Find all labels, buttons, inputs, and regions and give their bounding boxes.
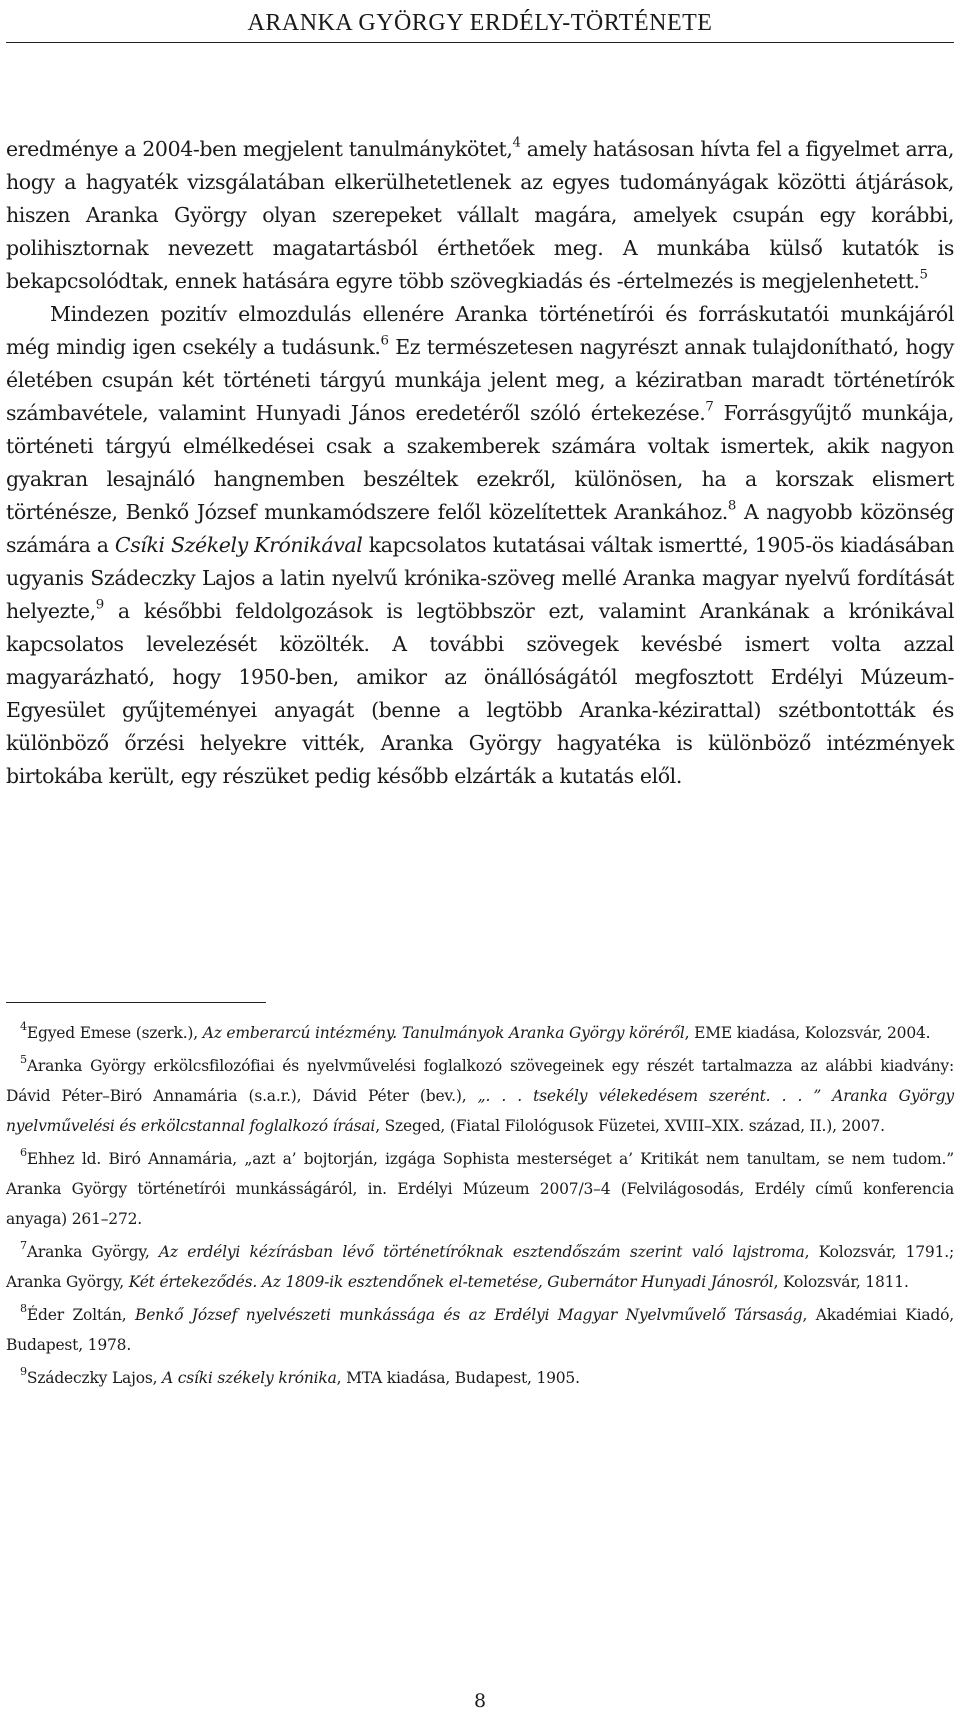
page-number: 8 [473, 1690, 487, 1712]
footnote-title: „. . . tsekély vélekedésem szerént. . . ” Aranka György nyelvművelési és erkölcstannal foglalkozó írásai [6, 1087, 954, 1135]
paragraph-2-text-e: kapcsolatos kutatásai váltak ismertté, 1905-ös kiadásában ugyanis Szádeczky Lajos a latin nyelvű krónika-szöveg mellé Aranka magyar nyelvű fordítását helyezte, [6, 533, 954, 623]
footnote-text: , EME kiadása, Kolozsvár, 2004. [684, 1024, 931, 1042]
footnote-text: Éder Zoltán, [26, 1306, 136, 1324]
footnote-text: , Kolozsvár, 1791.; Aranka György, [6, 1243, 954, 1291]
footnote-number: 7 [20, 1239, 27, 1253]
paragraph-2-book-title: Csíki Székely Krónikával [114, 533, 363, 557]
footnote-text: Aranka György, [26, 1243, 159, 1261]
footnote-number: 8 [20, 1302, 27, 1316]
footnote-8 [6, 1300, 954, 1360]
footnote-text: , Kolozsvár, 1811. [773, 1273, 909, 1291]
footnote-number: 9 [20, 1365, 27, 1379]
paragraph-1-text-b: amely hatásosan hívta fel a figyelmet arra, hogy a hagyaték vizsgálatában elkerülhetetlenek az egyes tudományágak közötti átjárások, hiszen Aranka György olyan szerepeket vállalt magára, amelyek csupán egy korábbi, polihisztornak nevezett magatartásból érthetőek meg. A munkába külső kutatók is bekapcsolódtak, ennek hatására egyre több szövegkiadás és -értelmezés is megjelenhetett. [6, 137, 955, 293]
footnote-ref-5[interactable]: 5 [919, 267, 928, 283]
footnote-7 [6, 1237, 954, 1297]
paragraph-2-text-f: a későbbi feldolgozások is legtöbbször ezt, valamint Arankának a krónikával kapcsolatos levelezését közölték. A további szövegek kevésbé ismert volta azzal magyarázható, hogy 1950-ben, amikor az önállóságától megfosztott Erdélyi Múzeum-Egyesület gyűjteményei anyagát (benne a legtöbb Aranka-kézirattal) szétbontották és különböző őrzési helyekre vitték, Aranka György hagyatéka is különböző intézmények birtokába került, egy részüket pedig később elzárták a kutatás elől. [6, 599, 954, 788]
footnote-text: , Akadémiai Kiadó, Budapest, 1978. [6, 1306, 954, 1354]
footnote-ref-7[interactable]: 7 [705, 399, 714, 415]
footnote-ref-9[interactable]: 9 [95, 597, 104, 613]
footnote-title-2: Két értekeződés. Az 1809-ik esztendőnek el-temetése, Gubernátor Hunyadi Jánosról [128, 1273, 774, 1291]
footnote-9 [6, 1363, 954, 1393]
footnote-4 [6, 1018, 954, 1048]
footnote-text: , MTA kiadása, Budapest, 1905. [336, 1369, 580, 1387]
footnote-title: Az erdélyi kézírásban lévő történetíróknak esztendőszám szerint való lajstroma [158, 1243, 805, 1261]
paragraph-1 [6, 133, 954, 298]
footnote-ref-6[interactable]: 6 [380, 333, 389, 349]
footnote-ref-4[interactable]: 4 [512, 135, 521, 151]
footnote-text: , Szeged, (Fiatal Filológusok Füzetei, XVIII–XIX. század, II.), 2007. [375, 1117, 885, 1135]
footnote-number: 4 [20, 1020, 27, 1034]
footnote-text: Egyed Emese (szerk.), [26, 1024, 203, 1042]
paragraph-1-text-a: eredménye a 2004-ben megjelent tanulmánykötet, [6, 137, 513, 161]
paragraph-2 [6, 298, 954, 793]
footnote-number: 5 [20, 1053, 27, 1067]
main-text [6, 133, 954, 793]
running-header-title: ARANKA GYÖRGY ERDÉLY-TÖRTÉNETE [247, 10, 713, 36]
footnote-divider [6, 1002, 266, 1003]
footnote-number: 6 [20, 1146, 27, 1160]
footnote-text: Ehhez ld. Biró Annamária, „azt a’ bojtorján, izgága Sophista mesterséget a’ Kritikát nem tanultam, se nem tudom.” Aranka György történetírói munkásságáról, in. Erdélyi Múzeum 2007/3–4 (Felvilágosodás, Erdély című konferencia anyaga) 261–272. [6, 1150, 954, 1228]
footnote-text: Szádeczky Lajos, [26, 1369, 163, 1387]
paragraph-2-text-d: A nagyobb közönség számára a [6, 500, 954, 557]
paragraph-2-text-c: Forrásgyűjtő munkája, történeti tárgyú elmélkedései csak a szakemberek számára voltak ismertek, akik nagyon gyakran lesajnáló hangnemben beszéltek ezekről, különösen, ha a korszak elismert történésze, Benkő József munkamódszere felől közelítettek Arankához. [6, 401, 954, 524]
footnote-ref-8[interactable]: 8 [727, 498, 736, 514]
paragraph-2-text-a: Mindezen pozitív elmozdulás ellenére Aranka történetírói és forráskutatói munkájáról még mindig igen csekély a tudásunk. [6, 302, 954, 359]
footnotes [6, 1018, 954, 1396]
footnote-5 [6, 1051, 954, 1141]
footnote-title: Benkő József nyelvészeti munkássága és az Erdélyi Magyar Nyelvművelő Társaság [135, 1306, 803, 1324]
footnote-text: Aranka György erkölcsfilozófiai és nyelvművelési foglalkozó szövegeinek egy részét tartalmazza az alábbi kiadvány: Dávid Péter–Biró Annamária (s.a.r.), Dávid Péter (bev.), [6, 1057, 954, 1105]
paragraph-2-text-b: Ez természetesen nagyrészt annak tulajdonítható, hogy életében csupán két történeti tárgyú munkája jelent meg, a kéziratban maradt történetírók számbavétele, valamint Hunyadi János eredetéről szóló értekezése. [6, 335, 954, 425]
footnote-title: Az emberarcú intézmény. Tanulmányok Aranka György köréről [202, 1024, 685, 1042]
running-header [6, 8, 954, 43]
footnote-title: A csíki székely krónika [162, 1369, 337, 1387]
footnote-6 [6, 1144, 954, 1234]
